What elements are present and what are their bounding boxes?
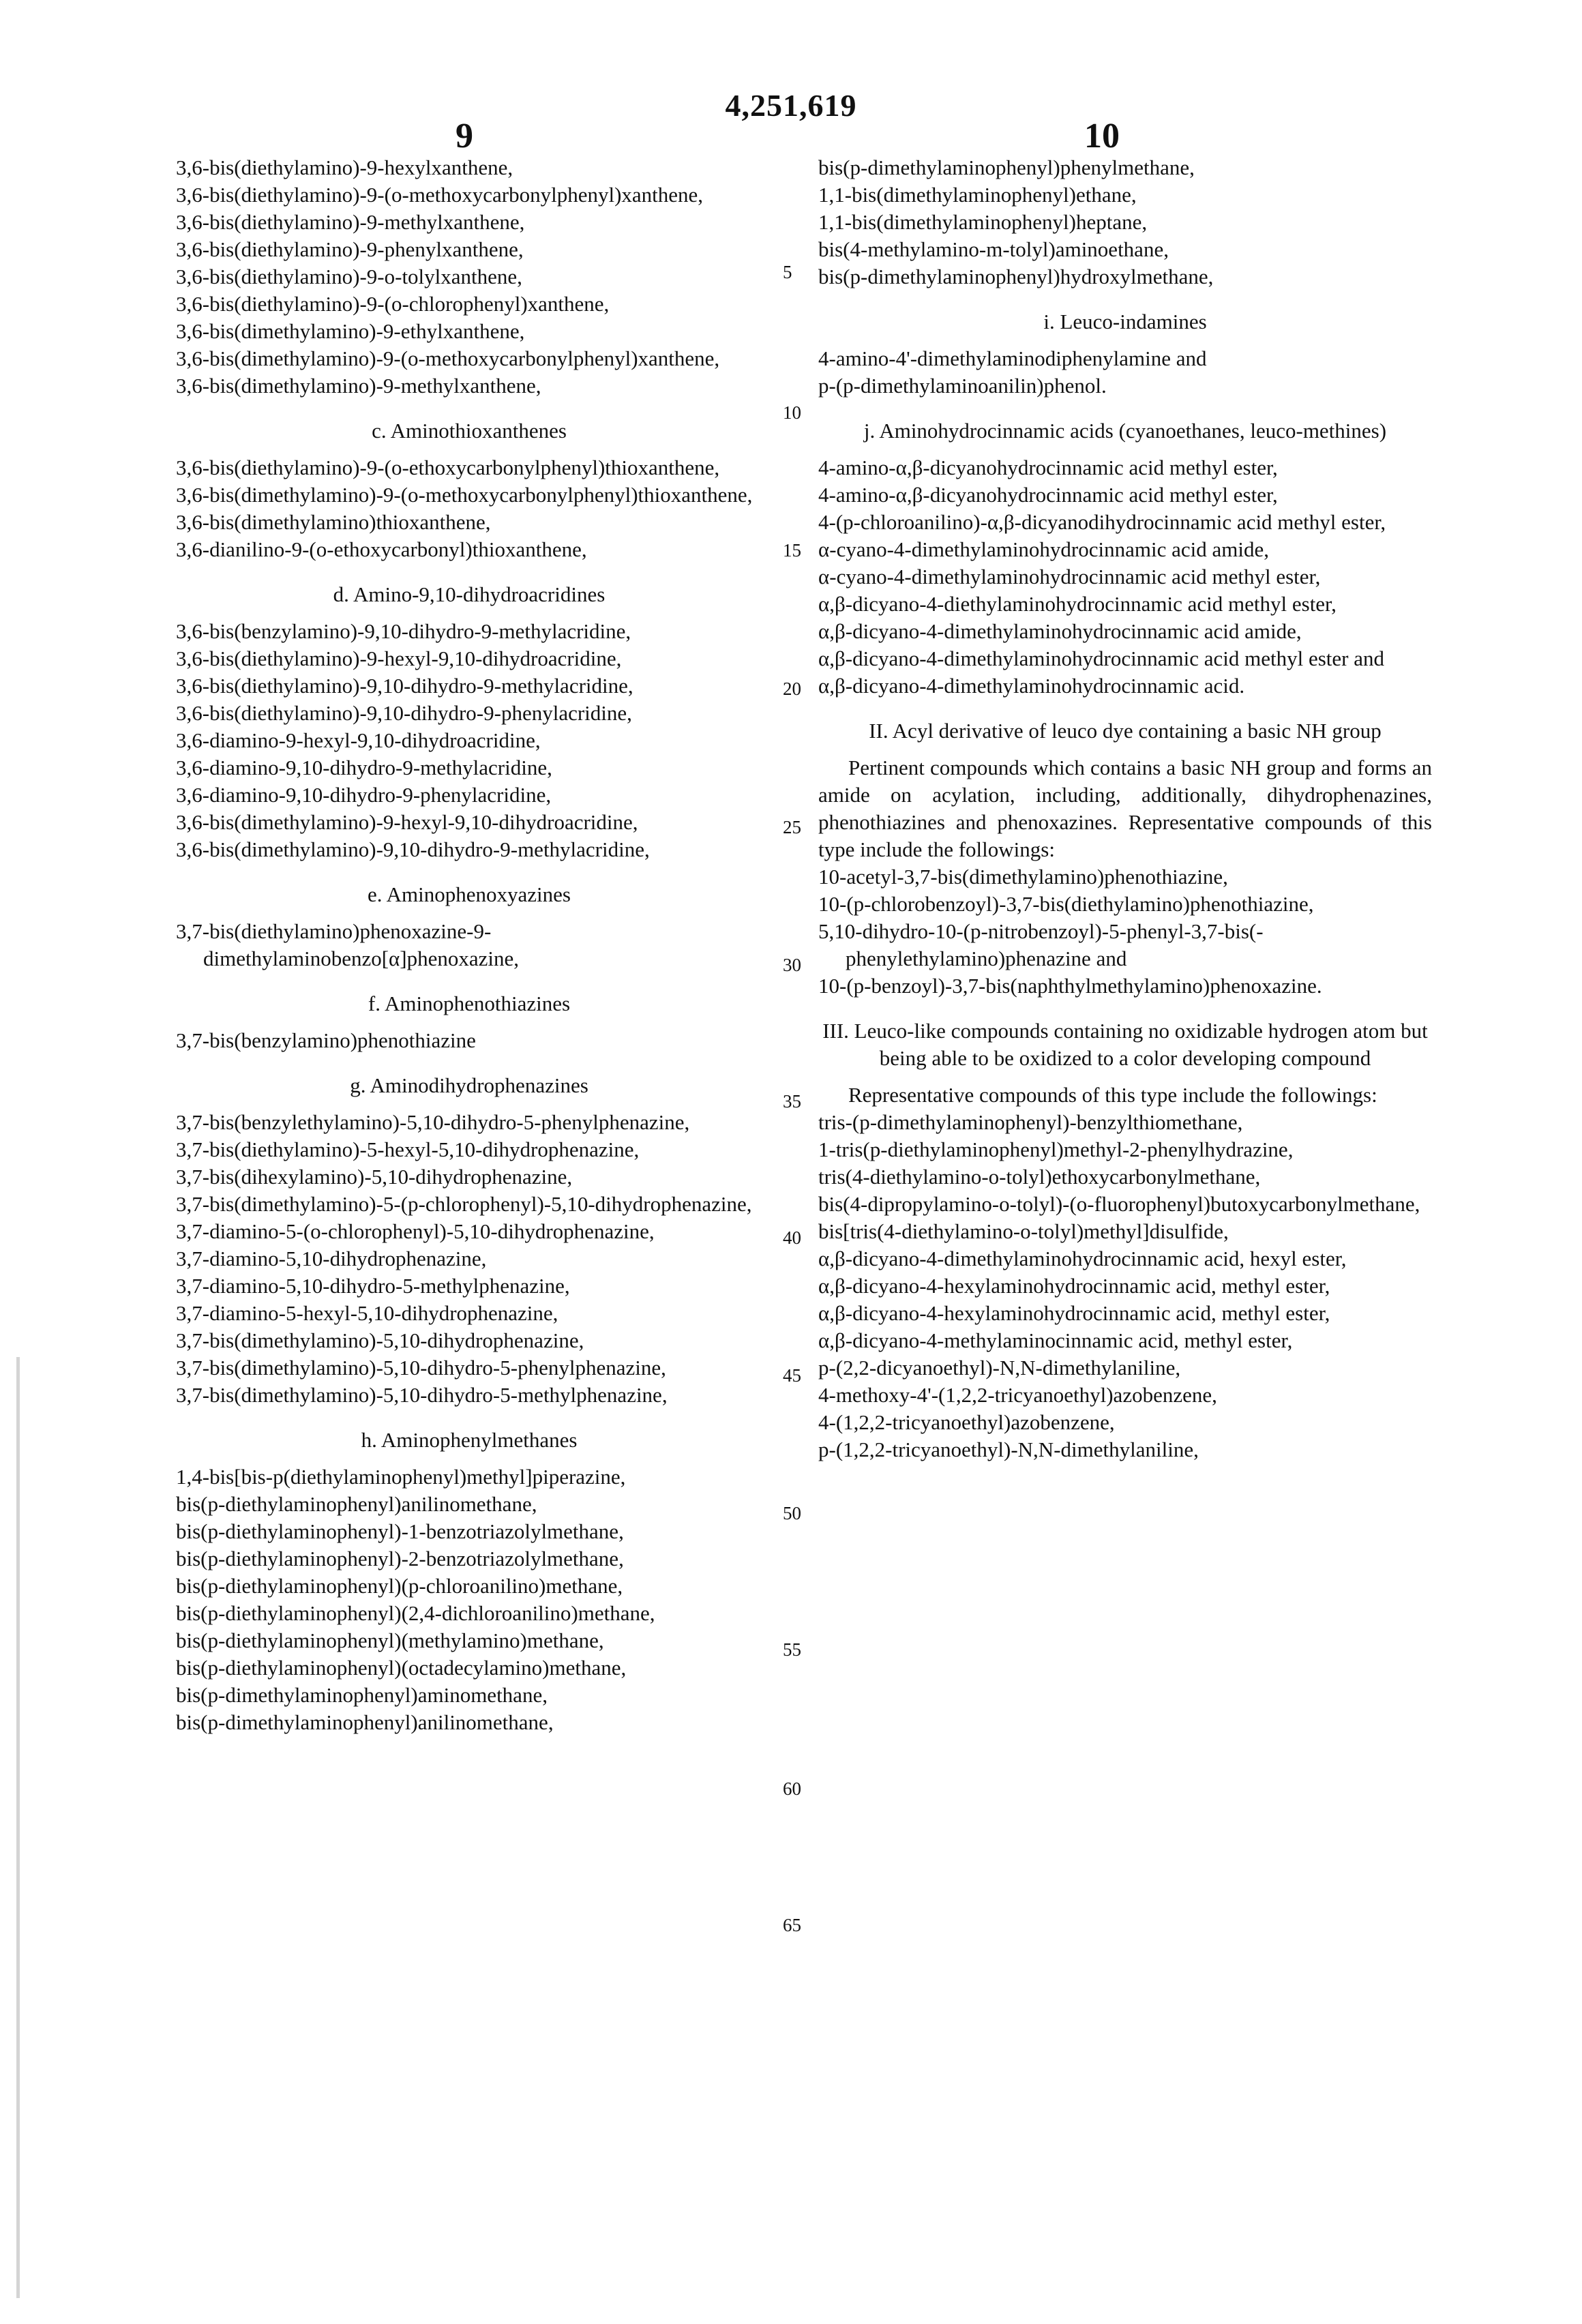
list-item: 10-(p-benzoyl)-3,7-bis(naphthylmethylamino)phenoxazine. <box>818 972 1432 1000</box>
list-item: 3,7-bis(benzylethylamino)-5,10-dihydro-5-phenylphenazine, <box>176 1109 762 1136</box>
list-item: 3,7-diamino-5-(o-chlorophenyl)-5,10-dihydrophenazine, <box>176 1218 762 1245</box>
list-item: 4-(1,2,2-tricyanoethyl)azobenzene, <box>818 1409 1432 1436</box>
list-item: bis(p-diethylaminophenyl)(methylamino)methane, <box>176 1627 762 1654</box>
list-item: 3,6-bis(diethylamino)-9,10-dihydro-9-phenylacridine, <box>176 700 762 727</box>
list-item: 10-acetyl-3,7-bis(dimethylamino)phenothiazine, <box>818 863 1432 891</box>
list-item: bis(p-diethylaminophenyl)anilinomethane, <box>176 1491 762 1518</box>
list-item: 3,7-bis(benzylamino)phenothiazine <box>176 1027 762 1054</box>
list-item: 3,7-diamino-5-hexyl-5,10-dihydrophenazine, <box>176 1300 762 1327</box>
list-item: 3,6-bis(diethylamino)-9-(o-methoxycarbonylphenyl)xanthene, <box>176 181 762 209</box>
list-item: 3,6-bis(dimethylamino)-9-hexyl-9,10-dihydroacridine, <box>176 809 762 836</box>
list-item: 10-(p-chlorobenzoyl)-3,7-bis(diethylamino)phenothiazine, <box>818 891 1432 918</box>
list-item: bis(p-dimethylaminophenyl)hydroxylmethane, <box>818 263 1432 290</box>
line-number: 45 <box>783 1365 801 1386</box>
line-number: 20 <box>783 679 801 700</box>
list-item: 3,6-diamino-9,10-dihydro-9-methylacridine, <box>176 754 762 781</box>
list-item: 1,1-bis(dimethylaminophenyl)ethane, <box>818 181 1432 209</box>
section-iii-paragraph: Representative compounds of this type include the followings: <box>818 1082 1432 1109</box>
list-item: bis(4-methylamino-m-tolyl)aminoethane, <box>818 236 1432 263</box>
list-item: 3,6-diamino-9-hexyl-9,10-dihydroacridine, <box>176 727 762 754</box>
list-item: 3,6-bis(diethylamino)-9-(o-chlorophenyl)xanthene, <box>176 290 762 318</box>
list-item: 3,7-bis(dimethylamino)-5,10-dihydro-5-phenylphenazine, <box>176 1354 762 1382</box>
line-number: 50 <box>783 1503 801 1524</box>
list-item: p-(1,2,2-tricyanoethyl)-N,N-dimethylaniline, <box>818 1436 1432 1463</box>
list-item: bis(p-dimethylaminophenyl)anilinomethane, <box>176 1709 762 1736</box>
section-heading-g: g. Aminodihydrophenazines <box>176 1072 762 1099</box>
list-item: 3,6-bis(diethylamino)-9-(o-ethoxycarbonylphenyl)thioxanthene, <box>176 454 762 481</box>
line-number: 40 <box>783 1227 801 1249</box>
section-heading-e: e. Aminophenoxyazines <box>176 881 762 908</box>
list-item: tris(4-diethylamino-o-tolyl)ethoxycarbonylmethane, <box>818 1163 1432 1191</box>
list-item: 3,6-bis(benzylamino)-9,10-dihydro-9-methylacridine, <box>176 618 762 645</box>
group-b-list <box>176 154 762 400</box>
list-item: 3,7-bis(dimethylamino)-5,10-dihydrophenazine, <box>176 1327 762 1354</box>
list-item: bis(p-diethylaminophenyl)(2,4-dichloroanilino)methane, <box>176 1600 762 1627</box>
list-item: 1,4-bis[bis-p(diethylaminophenyl)methyl]piperazine, <box>176 1463 762 1491</box>
section-heading-d: d. Amino-9,10-dihydroacridines <box>176 581 762 608</box>
list-item: α,β-dicyano-4-dimethylaminohydrocinnamic acid, hexyl ester, <box>818 1245 1432 1272</box>
scan-edge-line <box>16 1357 20 2298</box>
list-item: 4-amino-α,β-dicyanohydrocinnamic acid methyl ester, <box>818 481 1432 509</box>
list-item: 3,7-bis(dihexylamino)-5,10-dihydrophenazine, <box>176 1163 762 1191</box>
list-item: 3,6-bis(diethylamino)-9,10-dihydro-9-methylacridine, <box>176 672 762 700</box>
list-item: 3,6-bis(dimethylamino)-9-(o-methoxycarbonylphenyl)thioxanthene, <box>176 481 762 509</box>
list-item: 3,6-bis(dimethylamino)-9-ethylxanthene, <box>176 318 762 345</box>
section-heading-ii: II. Acyl derivative of leuco dye containing a basic NH group <box>818 717 1432 745</box>
list-item: 3,6-bis(diethylamino)-9-phenylxanthene, <box>176 236 762 263</box>
list-item: α,β-dicyano-4-methylaminocinnamic acid, methyl ester, <box>818 1327 1432 1354</box>
list-item: bis(p-diethylaminophenyl)(p-chloroanilino)methane, <box>176 1573 762 1600</box>
line-number: 10 <box>783 402 801 423</box>
list-item: bis(4-dipropylamino-o-tolyl)-(o-fluorophenyl)butoxycarbonylmethane, <box>818 1191 1432 1218</box>
section-ii-paragraph: Pertinent compounds which contains a basic NH group and forms an amide on acylation, including, additionally, dihydrophenazines, phenothiazines and phenoxazines. Representative compounds of this type include the followings: <box>818 754 1432 863</box>
list-item: α,β-dicyano-4-dimethylaminohydrocinnamic acid. <box>818 672 1432 700</box>
list-item: 3,6-bis(dimethylamino)-9,10-dihydro-9-methylacridine, <box>176 836 762 863</box>
list-item: α,β-dicyano-4-diethylaminohydrocinnamic acid methyl ester, <box>818 591 1432 618</box>
section-heading-j: j. Aminohydrocinnamic acids (cyanoethanes, leuco-methines) <box>818 417 1432 445</box>
left-column <box>176 154 762 1736</box>
list-item: α-cyano-4-dimethylaminohydrocinnamic acid methyl ester, <box>818 563 1432 591</box>
list-item: 3,6-bis(diethylamino)-9-hexylxanthene, <box>176 154 762 181</box>
list-item: 1,1-bis(dimethylaminophenyl)heptane, <box>818 209 1432 236</box>
list-item: bis[tris(4-diethylamino-o-tolyl)methyl]disulfide, <box>818 1218 1432 1245</box>
list-item: bis(p-diethylaminophenyl)(octadecylamino)methane, <box>176 1654 762 1682</box>
section-heading-i: i. Leuco-indamines <box>818 308 1432 336</box>
list-item: 3,6-bis(diethylamino)-9-hexyl-9,10-dihydroacridine, <box>176 645 762 672</box>
list-item: bis(p-diethylaminophenyl)-2-benzotriazolylmethane, <box>176 1545 762 1573</box>
list-item: 1-tris(p-diethylaminophenyl)methyl-2-phenylhydrazine, <box>818 1136 1432 1163</box>
list-item: 3,7-bis(diethylamino)-5-hexyl-5,10-dihydrophenazine, <box>176 1136 762 1163</box>
left-page-number: 9 <box>456 116 473 156</box>
line-number: 15 <box>783 540 801 561</box>
list-item: bis(p-dimethylaminophenyl)phenylmethane, <box>818 154 1432 181</box>
list-item: 3,6-diamino-9,10-dihydro-9-phenylacridine, <box>176 781 762 809</box>
line-number: 5 <box>783 262 792 283</box>
list-item: bis(p-dimethylaminophenyl)aminomethane, <box>176 1682 762 1709</box>
list-item: tris-(p-dimethylaminophenyl)-benzylthiomethane, <box>818 1109 1432 1136</box>
list-item: 3,6-bis(dimethylamino)thioxanthene, <box>176 509 762 536</box>
right-page-number: 10 <box>1084 116 1120 156</box>
section-heading-h: h. Aminophenylmethanes <box>176 1427 762 1454</box>
list-item: 3,6-bis(diethylamino)-9-methylxanthene, <box>176 209 762 236</box>
section-heading-c: c. Aminothioxanthenes <box>176 417 762 445</box>
list-item: α-cyano-4-dimethylaminohydrocinnamic acid amide, <box>818 536 1432 563</box>
list-item: 5,10-dihydro-10-(p-nitrobenzoyl)-5-phenyl-3,7-bis(-phenylethylamino)phenazine and <box>818 918 1432 972</box>
line-number: 55 <box>783 1639 801 1660</box>
list-item: 3,6-bis(dimethylamino)-9-methylxanthene, <box>176 372 762 400</box>
line-number: 25 <box>783 817 801 838</box>
line-number: 65 <box>783 1915 801 1936</box>
patent-page <box>0 0 1582 2324</box>
list-item: 3,7-bis(dimethylamino)-5,10-dihydro-5-methylphenazine, <box>176 1382 762 1409</box>
list-item: α,β-dicyano-4-hexylaminohydrocinnamic acid, methyl ester, <box>818 1300 1432 1327</box>
list-item: p-(p-dimethylaminoanilin)phenol. <box>818 372 1432 400</box>
list-item: α,β-dicyano-4-dimethylaminohydrocinnamic acid amide, <box>818 618 1432 645</box>
line-number: 35 <box>783 1091 801 1112</box>
list-item: 3,6-dianilino-9-(o-ethoxycarbonyl)thioxanthene, <box>176 536 762 563</box>
right-column <box>818 154 1432 1463</box>
section-heading-iii: III. Leuco-like compounds containing no oxidizable hydrogen atom but being able to be oxidized to a color developing compound <box>818 1017 1432 1072</box>
list-item: 4-methoxy-4'-(1,2,2-tricyanoethyl)azobenzene, <box>818 1382 1432 1409</box>
patent-number: 4,251,619 <box>0 87 1582 123</box>
list-item: 3,6-bis(dimethylamino)-9-(o-methoxycarbonylphenyl)xanthene, <box>176 345 762 372</box>
list-item: 3,7-bis(dimethylamino)-5-(p-chlorophenyl)-5,10-dihydrophenazine, <box>176 1191 762 1218</box>
section-heading-f: f. Aminophenothiazines <box>176 990 762 1017</box>
list-item: α,β-dicyano-4-hexylaminohydrocinnamic acid, methyl ester, <box>818 1272 1432 1300</box>
list-item: 4-(p-chloroanilino)-α,β-dicyanodihydrocinnamic acid methyl ester, <box>818 509 1432 536</box>
list-item: p-(2,2-dicyanoethyl)-N,N-dimethylaniline, <box>818 1354 1432 1382</box>
list-item: α,β-dicyano-4-dimethylaminohydrocinnamic acid methyl ester and <box>818 645 1432 672</box>
list-item: 3,7-diamino-5,10-dihydro-5-methylphenazine, <box>176 1272 762 1300</box>
list-item: 4-amino-4'-dimethylaminodiphenylamine and <box>818 345 1432 372</box>
list-item: 3,6-bis(diethylamino)-9-o-tolylxanthene, <box>176 263 762 290</box>
line-number: 30 <box>783 955 801 976</box>
line-number: 60 <box>783 1778 801 1800</box>
list-item: 3,7-diamino-5,10-dihydrophenazine, <box>176 1245 762 1272</box>
list-item: 3,7-bis(diethylamino)phenoxazine-9-dimethylaminobenzo[α]phenoxazine, <box>176 918 762 972</box>
list-item: 4-amino-α,β-dicyanohydrocinnamic acid methyl ester, <box>818 454 1432 481</box>
list-item: bis(p-diethylaminophenyl)-1-benzotriazolylmethane, <box>176 1518 762 1545</box>
